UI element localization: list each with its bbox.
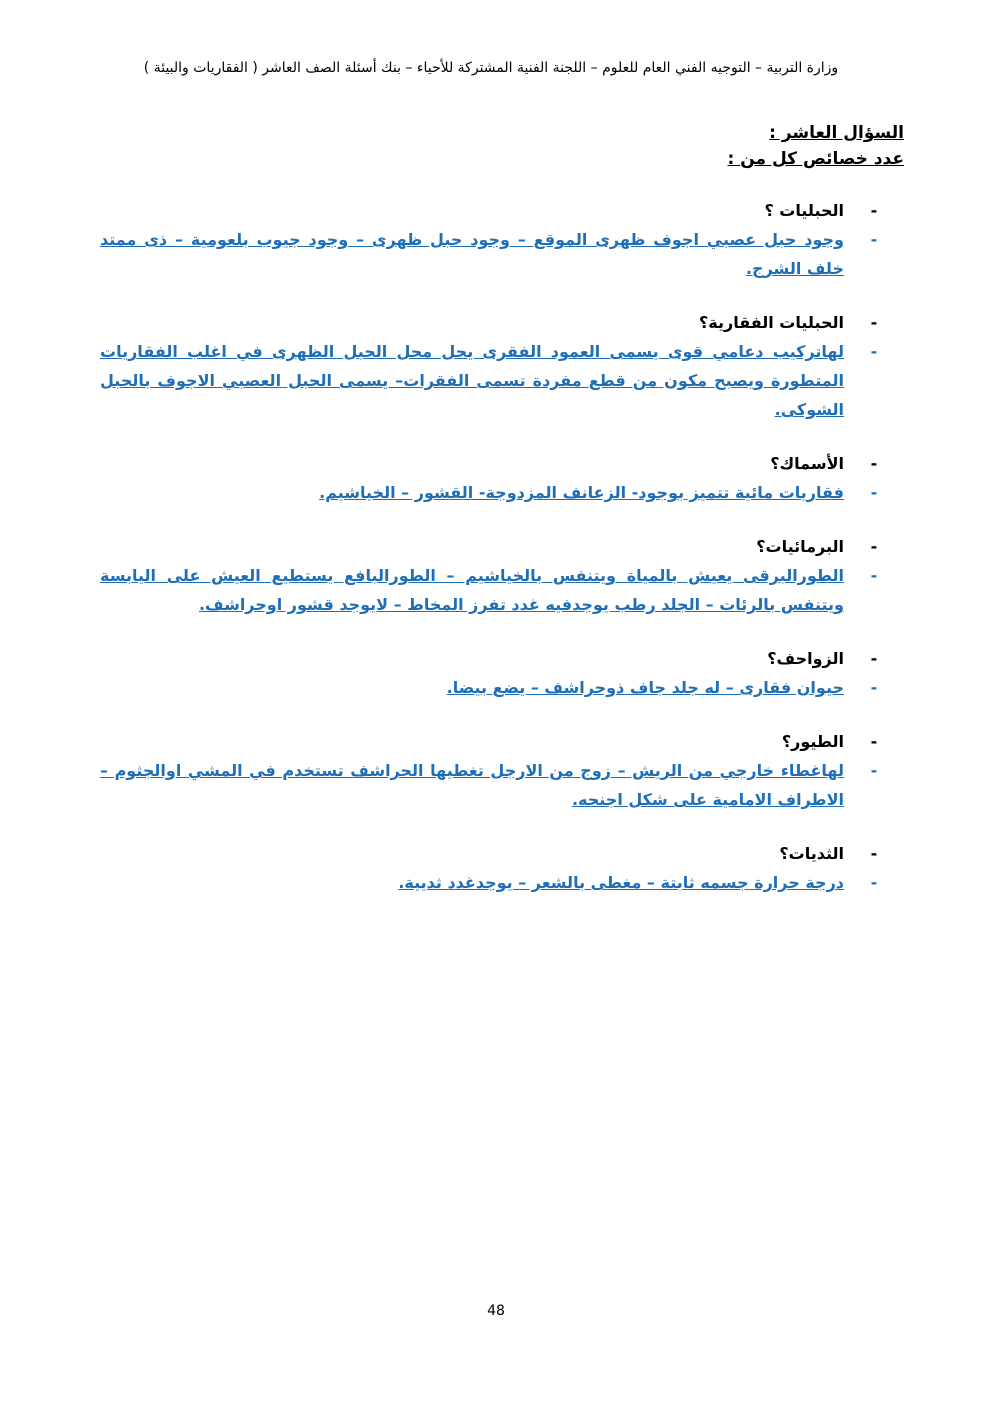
list-item — [100, 532, 904, 619]
list-item — [100, 839, 904, 897]
bullet-dash: - — [870, 566, 878, 585]
bullet-dash: - — [870, 537, 878, 556]
term-row — [100, 839, 904, 868]
bullet-dash: - — [870, 483, 878, 502]
term-label: الزواحف؟ — [767, 649, 844, 668]
term-row — [100, 727, 904, 756]
answer-row — [100, 478, 904, 507]
bullet-dash: - — [870, 342, 878, 361]
term-label: الطيور؟ — [781, 732, 844, 751]
answer-row — [100, 673, 904, 702]
bullet-dash: - — [870, 201, 878, 220]
list-item — [100, 644, 904, 702]
bullet-dash: - — [870, 761, 878, 780]
list-item — [100, 727, 904, 814]
answer-row — [100, 756, 904, 814]
answer-row — [100, 225, 904, 283]
bullet-dash: - — [870, 732, 878, 751]
answer-row — [100, 561, 904, 619]
bullet-dash: - — [870, 454, 878, 473]
question-instruction: عدد خصائص كل من : — [727, 149, 904, 169]
page-header: وزارة التربية – التوجيه الفني العام للعلوم – اللجنة الفنية المشتركة للأحياء – بنك أسئلة الصف العاشر ( الفقاريات والبيئة ) — [143, 60, 839, 76]
answer-text: درجة حرارة جسمه ثابتة – مغطى بالشعر – يوجدغدد ثديية. — [398, 873, 844, 892]
answer-text: حيوان فقارى – له جلد جاف ذوحراشف – يضع بيضا. — [446, 678, 844, 697]
answer-text: وجود حبل عصبي اجوف ظهرى الموقع – وجود حبل ظهرى – وجود جيوب بلعومية – ذى ممتد خلف الشرج. — [100, 230, 844, 278]
answer-row — [100, 868, 904, 897]
term-label: الحبليات ؟ — [764, 201, 844, 220]
answer-text: الطورالبرقى يعيش بالمياة ويتنفس بالخياشيم – الطورالبافع يستطيع العيش على اليابسة ويتنفس بالرئات – الجلد رطب يوجدفيه غدد تفرز المخاط – لايوجد قشور اوحراشف. — [100, 566, 844, 614]
bullet-dash: - — [870, 649, 878, 668]
term-row — [100, 308, 904, 337]
bullet-dash: - — [870, 313, 878, 332]
answer-text: لهاغطاء خارجي من الريش – زوج من الارجل تغطيها الحراشف تستخدم في المشي اوالجثوم – الاطراف الامامية على شكل اجنحه. — [100, 761, 844, 809]
question-section — [100, 120, 904, 922]
bullet-dash: - — [870, 873, 878, 892]
page-number: 48 — [487, 1303, 505, 1319]
term-label: الثديات؟ — [779, 844, 844, 863]
list-item — [100, 449, 904, 507]
items-list — [100, 196, 904, 897]
list-item — [100, 308, 904, 424]
list-item — [100, 196, 904, 283]
question-title: السؤال العاشر : — [769, 123, 904, 143]
answer-row — [100, 337, 904, 424]
bullet-dash: - — [870, 678, 878, 697]
term-label: البرمائيات؟ — [756, 537, 844, 556]
answer-text: لهاتركيب دعامي قوى يسمى العمود الفقرى يحل محل الحبل الظهرى في اغلب الفقاريات المتطورة ويصبح مكون من قطع مفردة تسمى الفقرات– يسمى الحبل العصبي الاجوف بالحبل الشوكى. — [100, 342, 844, 419]
term-label: الحبليات الفقارية؟ — [698, 313, 844, 332]
bullet-dash: - — [870, 844, 878, 863]
term-row — [100, 532, 904, 561]
term-row — [100, 644, 904, 673]
answer-text: فقاريات مائية تتميز بوجود- الزعانف المزدوجة- القشور – الخياشيم. — [319, 483, 844, 502]
term-label: الأسماك؟ — [770, 454, 844, 473]
term-row — [100, 196, 904, 225]
term-row — [100, 449, 904, 478]
bullet-dash: - — [870, 230, 878, 249]
